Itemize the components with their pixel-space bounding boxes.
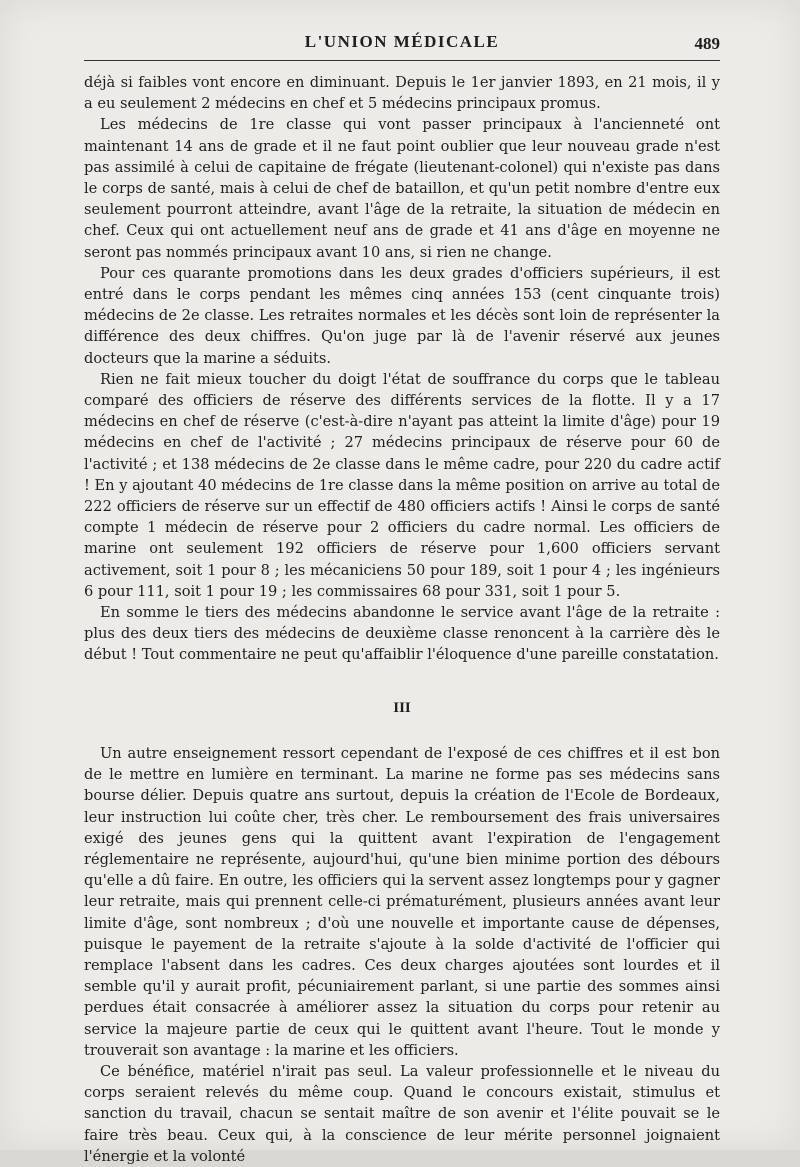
section-heading: III: [393, 699, 411, 716]
article-body: [84, 72, 720, 1167]
paragraph: Un autre enseignement ressort cependant de l'exposé de ces chiffres et il est bon de le mettre en lumière en terminant. La marine ne forme pas ses médecins sans bourse délier. Depuis quatre ans surtout, depuis la création de l'Ecole de Bordeaux, leur instruction lui coûte cher, très cher. Le remboursement des frais universaires exigé des jeunes gens qui la quittent avant l'expiration de l'engagement réglementaire ne représente, aujourd'hui, qu'une bien minime portion des débours qu'elle a dû faire. En outre, les officiers qui la servent assez longtemps pour y gagner leur retraite, mais qui prennent celle-ci prématurément, plusieurs années avant leur limite d'âge, sont nombreux ; d'où une nouvelle et importante cause de dépenses, puisque le payement de la retraite s'ajoute à la solde d'activité de l'officier qui remplace l'absent dans les cadres. Ces deux charges ajoutées sont lourdes et il semble qu'il y aurait profit, pécuniairement parlant, si une partie des sommes ainsi perdues était consacrée à améliorer assez la situation du corps pour retenir au service la majeure partie de ceux qui le quittent avant l'heure. Tout le monde y trouverait son avantage : la marine et les officiers.: [84, 744, 720, 1059]
header-rule: [84, 60, 720, 61]
paragraph: Ce bénéfice, matériel n'irait pas seul. La valeur professionnelle et le niveau du corps seraient relevés du même coup. Quand le concours existait, stimulus et sanction du travail, chacun se sentait maître de son avenir et l'élite pouvait se le faire très beau. Ceux qui, à la conscience de leur mérite personnel joignaient l'énergie et la volonté: [84, 1062, 720, 1165]
paragraph: En somme le tiers des médecins abandonne le service avant l'âge de la retraite : plus des deux tiers des médecins de deuxième classe renoncent à la carrière dès le début ! Tout commentaire ne peut qu'affaiblir l'éloquence d'une pareille constatation.: [84, 604, 720, 664]
paragraph: Pour ces quarante promotions dans les deux grades d'officiers supérieurs, il est entré dans le corps pendant les mêmes cinq années 153 (cent cinquante trois) médecins de 2e classe. Les retraites normales et les décès sont loin de représenter la différence des deux chiffres. Qu'on juge par là de l'avenir réservé aux jeunes docteurs que la marine a séduits.: [84, 264, 720, 367]
paragraph-continuation: déjà si faibles vont encore en diminuant. Depuis le 1er janvier 1893, en 21 mois, il y a eu seulement 2 médecins en chef et 5 médecins principaux promus.: [84, 74, 720, 113]
paragraph: Les médecins de 1re classe qui vont passer principaux à l'ancienneté ont maintenant 14 ans de grade et il ne faut point oublier que leur nouveau grade n'est pas assimilé à celui de capitaine de frégate (lieutenant-colonel) qui n'existe pas dans le corps de santé, mais à celui de chef de bataillon, et qu'un petit nombre d'entre eux seulement pourront atteindre, avant l'âge de la retraite, la situation de médecin en chef. Ceux qui ont actuellement neuf ans de grade et 41 ans d'âge en moyenne ne seront pas nommés principaux avant 10 ans, si rien ne change.: [84, 116, 720, 261]
page-number: 489: [694, 34, 720, 53]
paragraph: Rien ne fait mieux toucher du doigt l'état de souffrance du corps que le tableau comparé des officiers de réserve des différents services de la flotte. Il y a 17 médecins en chef de réserve (c'est-à-dire n'ayant pas atteint la limite d'âge) pour 19 médecins en chef de l'activité ; 27 médecins principaux de réserve pour 60 de l'activité ; et 138 médecins de 2e classe dans le même cadre, pour 220 du cadre actif ! En y ajoutant 40 médecins de 1re classe dans la même position on arrive au total de 222 officiers de réserve sur un effectif de 480 officiers actifs ! Ainsi le corps de santé compte 1 médecin de réserve pour 2 officiers du cadre normal. Les officiers de marine ont seulement 192 officiers de réserve pour 1,600 officiers servant activement, soit 1 pour 8 ; les mécaniciens 50 pour 189, soit 1 pour 4 ; les ingénieurs 6 pour 111, soit 1 pour 19 ; les commissaires 68 pour 331, soit 1 pour 5.: [84, 370, 720, 600]
running-title: L'UNION MÉDICALE: [304, 32, 500, 51]
page-header: [84, 30, 720, 60]
